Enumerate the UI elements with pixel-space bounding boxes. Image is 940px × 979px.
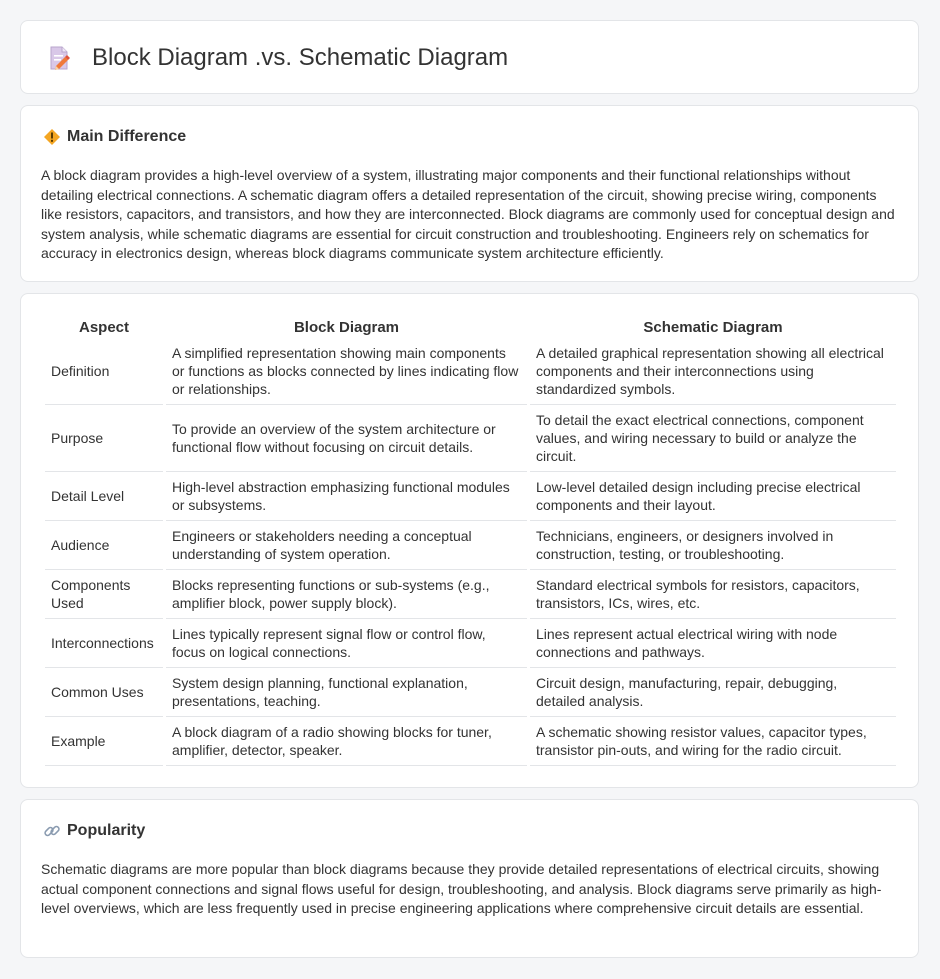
aspect-cell: Example — [45, 717, 163, 766]
table-row — [45, 619, 896, 668]
header-aspect: Aspect — [78, 318, 130, 336]
table-row — [45, 472, 896, 521]
popularity-heading — [43, 822, 145, 840]
main-difference-title: Main Difference — [67, 128, 187, 145]
schematic-cell: Technicians, engineers, or designers involved in construction, testing, or troubleshooting. — [530, 521, 896, 570]
block-cell: A block diagram of a radio showing blocks for tuner, amplifier, detector, speaker. — [166, 717, 527, 766]
table-row — [45, 405, 896, 472]
header-card — [20, 20, 919, 94]
aspect-cell: Detail Level — [45, 472, 163, 521]
schematic-cell: Standard electrical symbols for resistors, capacitors, transistors, ICs, wires, etc. — [530, 570, 896, 619]
table-row — [45, 717, 896, 766]
popularity-text: Schematic diagrams are more popular than block diagrams because they provide detailed representations of electrical circuits, showing actual component connections and signal flows useful for design, troubleshooting, and analysis. Block diagrams serve primarily as high-level overviews, which are less frequently used in precise engineering applications where comprehensive circuit details are essential. — [41, 861, 882, 917]
schematic-cell: A detailed graphical representation showing all electrical components and their interconnections using standardized symbols. — [530, 338, 896, 405]
schematic-cell: Low-level detailed design including precise electrical components and their layout. — [530, 472, 896, 521]
aspect-cell: Audience — [45, 521, 163, 570]
popularity-title: Popularity — [67, 822, 146, 839]
aspect-cell: Interconnections — [45, 619, 163, 668]
warning-diamond-icon — [43, 128, 61, 146]
schematic-cell: To detail the exact electrical connections, component values, and wiring necessary to build or analyze the circuit. — [530, 405, 896, 472]
main-difference-card — [20, 105, 919, 282]
schematic-cell: Lines represent actual electrical wiring with node connections and pathways. — [530, 619, 896, 668]
aspect-cell: Purpose — [45, 405, 163, 472]
popularity-card — [20, 799, 919, 958]
block-cell: System design planning, functional explanation, presentations, teaching. — [166, 668, 527, 717]
link-icon — [43, 822, 61, 840]
table-row — [45, 668, 896, 717]
schematic-cell: A schematic showing resistor values, capacitor types, transistor pin-outs, and wiring for the radio circuit. — [530, 717, 896, 766]
header-block-diagram: Block Diagram — [293, 318, 400, 336]
block-cell: High-level abstraction emphasizing functional modules or subsystems. — [166, 472, 527, 521]
page-title: Block Diagram .vs. Schematic Diagram — [92, 44, 509, 71]
block-cell: A simplified representation showing main components or functions as blocks connected by lines indicating flow or relationships. — [166, 338, 527, 405]
schematic-cell: Circuit design, manufacturing, repair, debugging, detailed analysis. — [530, 668, 896, 717]
block-cell: Engineers or stakeholders needing a conceptual understanding of system operation. — [166, 521, 527, 570]
header-schematic-diagram: Schematic Diagram — [643, 318, 783, 336]
comparison-table — [42, 316, 899, 766]
block-cell: Blocks representing functions or sub-systems (e.g., amplifier block, power supply block). — [166, 570, 527, 619]
block-cell: Lines typically represent signal flow or control flow, focus on logical connections. — [166, 619, 527, 668]
block-cell: To provide an overview of the system architecture or functional flow without focusing on circuit details. — [166, 405, 527, 472]
comparison-card — [20, 293, 919, 788]
aspect-cell: Components Used — [45, 570, 163, 619]
table-row — [45, 521, 896, 570]
main-difference-heading — [43, 128, 186, 146]
aspect-cell: Common Uses — [45, 668, 163, 717]
main-difference-text: A block diagram provides a high-level overview of a system, illustrating major components and their functional relationships without detailing electrical connections. A schematic diagram offers a detailed representation of the circuit, showing precise wiring, components like resistors, capacitors, and transistors, and how they are interconnected. Block diagrams are commonly used for conceptual design and system analysis, while schematic diagrams are essential for circuit construction and troubleshooting. Engineers rely on schematics for accuracy in electronics design, whereas block diagrams communicate system architecture efficiently. — [41, 167, 895, 262]
title-row — [45, 21, 508, 95]
table-row — [45, 570, 896, 619]
table-header-row — [45, 316, 896, 338]
table-row — [45, 338, 896, 405]
aspect-cell: Definition — [45, 338, 163, 405]
document-pencil-icon — [45, 44, 73, 72]
